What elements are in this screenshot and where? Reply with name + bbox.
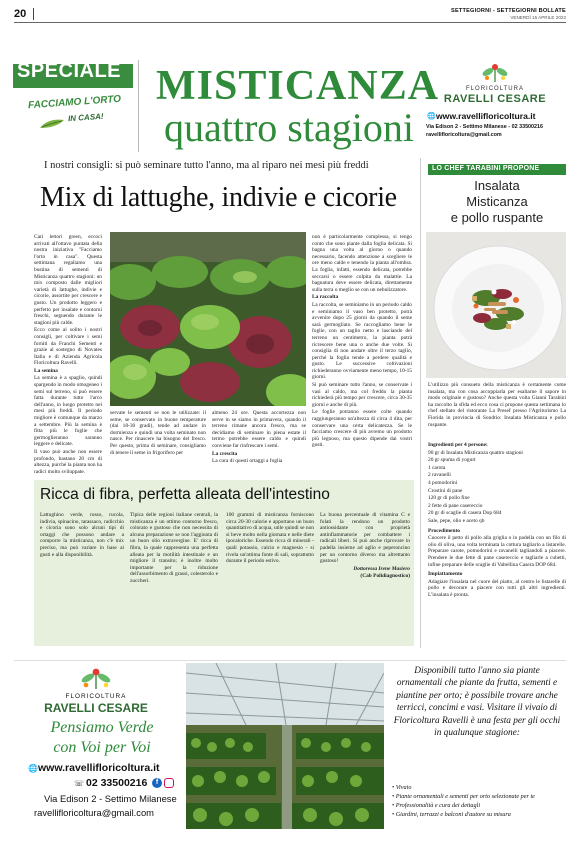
sidebar-title-line-2: Misticanza bbox=[466, 194, 528, 209]
phone-icon: ☏ bbox=[74, 779, 85, 788]
fiber-column-4: La buona percentuale di vitamina C e folati la rendono un prodotto antiossidante con proprietà antinfiammatorie per combattere i radicali liberi. Si può anche riprovare in padella insieme ad aglio e peperoncino per un contorno diverso ma altrettanto gustoso! Dottoressa Irene Masiero (Cab Polidiagnostico) bbox=[320, 512, 410, 580]
ingredient-item: 20 gr spuma di yogurt bbox=[428, 457, 476, 464]
ingredient-item: 4 pomodorini bbox=[428, 479, 458, 486]
top-ad[interactable] bbox=[424, 60, 566, 152]
top-ad-brand-small: FLORICOLTURA bbox=[466, 86, 524, 92]
bottom-ad-phone[interactable]: 02 33500216 bbox=[86, 777, 148, 789]
ingredients-heading: Ingredienti per 4 persone: bbox=[428, 442, 488, 448]
fiber-column-1: Lattughino verde, rosso, rucola, indivia, spinacino, tarassaco, radicchio e cicoria sono solo alcuni tipi di ortaggi che possono andare a comporre la misticanza, non c'è mix preciso, ma può variare in base ai gusti e alla disponibilità. bbox=[40, 512, 124, 558]
article-column-4: non è particolarmente complessa, si tengo conto che sono piante dalla foglia delicata. Si bagna una volta al giorno o quando necessario, facendo attenzione a scegliere le ore meno calde e tenendo la pianta all'ombra. La foglia, infatti, essendo delicata, potrebbe seccarsi o essere colpita da malattie. La bagnatura deve essere delicata, direttamente sulla terra o meglio se con un nebulizzatore. La raccolta La raccolta, se seminiamo in un periodo caldo e seminiamo il vaso ben protetto, potrà avvenire dopo 25 giorni da quando il seme sarà germogliato. Se raccogliamo bene le foglie, con un taglio netto e lasciando del terreno un centimetro, la pianta potrà ricrescere bene una o anche due volte. Si consiglia di non andare oltre il terzo taglio, perché la foglia tende a perdere qualità e gusto. Le successive coltivazioni richiederanno ovviamente meno tempo, 10-15 giorni. Si può seminare tutto l'anno, se conservate i vasi al caldo, ma col freddo la pianta richiederà più tempo per crescere, circa 30-35 giorni e anche di più. Le foglie potranno essere colte quando raggiungeranno un'altezza di circa 4 dita, per conservare una certa delicatezza. Se le facciamo crescere di più avremo un prodotto più legnoso, ma questo dipende dai vostri gusti. bbox=[312, 234, 412, 449]
issue-date: VENERDÌ 15 APRILE 2022 bbox=[510, 15, 566, 20]
ingredient-item: 2 ravanelli bbox=[428, 472, 451, 479]
dish-photo bbox=[426, 232, 566, 378]
headline-line-2: quattro stagioni bbox=[164, 105, 414, 150]
sidebar-recipe: Ingredienti per 4 persone: 90 gr di Insalata Misticanza quattro stagioni 20 gr spuma di yogurt 1 carota 2 ravanelli 4 pomodorini Crostini di pane 120 gr di pollo fine 2 fette di pane casereccio 20 gr di scaglie di casera Dop 684 Sale, pepe, olio e aceto qb Procedimento Cuocere il petto di pollo alla griglia o in padella con un filo di olio di oliva, una volta terminata la cottura tagliarlo a listarelle. Preparare carote, pomodorini e ravanelli tagliandoli a piacere. Prendere le due fette di pane casereccio e tagliarle a cubetti, infine preparare delle scaglie di Valtellina Casera DOP 684. Impiattamento Adagiare l'insalata nel cuore del piatto, al centro le listarelle di pollo e decorare a piacere con tutti gli altri ingredienti. L'insalata è pronta. bbox=[428, 442, 566, 598]
bullet-item: • Vivaio bbox=[392, 784, 412, 791]
subheading-crescita: La crescita bbox=[212, 450, 238, 457]
bottom-ad-bullets bbox=[392, 783, 564, 819]
page-number: 20 bbox=[14, 8, 27, 20]
subheading-semina: La semina bbox=[34, 367, 58, 374]
top-ad-brand-big: RAVELLI CESARE bbox=[443, 93, 547, 105]
instagram-icon[interactable] bbox=[164, 778, 174, 788]
floral-logo-icon bbox=[476, 62, 514, 84]
greenhouse-photo bbox=[186, 663, 384, 829]
bottom-ad-brand-big: RAVELLI CESARE bbox=[44, 701, 148, 715]
section-badge-label: SPECIALE bbox=[17, 60, 122, 82]
floral-logo-icon bbox=[74, 667, 118, 691]
article-column-3: almeno 24 ore. Questa accortezza non serve in se siamo in primavera, quando il terreno rimane ancora fresco, ma se decidiamo di seminare in piena estate il termo potrebbe essere caldo e quindi conviene far rinfrescare i semi. La crescita La cura di questi ortaggi a foglia bbox=[212, 410, 306, 465]
ingredient-item: 90 gr di Insalata Misticanza quattro stagioni bbox=[428, 449, 523, 456]
globe-icon: 🌐 bbox=[427, 112, 436, 120]
bottom-ad-slogan-1: Pensiamo Verde bbox=[50, 719, 154, 736]
doodle-subtitle: IN CASA! bbox=[67, 111, 104, 124]
bottom-ad[interactable] bbox=[14, 660, 566, 830]
globe-icon: 🌐 bbox=[28, 764, 38, 773]
ingredient-item: Sale, pepe, olio e aceto qb bbox=[428, 517, 485, 524]
article-column-2: servate le sementi se non le utilizzate: il seme, se conservato in buone temperature (dai 18-30 gradi), tende ad andare in dormienza e quindi una volta seminato non nasce. Per rinascere ha bisogno del fresco. Per questo, prima di seminare, consigliamo di tenere il seme in frigorifero per bbox=[110, 410, 206, 456]
bottom-ad-email[interactable]: ravellifloricoltura@gmail.com bbox=[34, 807, 154, 818]
fiber-column-3: 100 grammi di misticanza forniscono circa 20-30 calorie e apportano un buon quantitativo di acqua, utile quindi se non si beve molto nella giornata e nelle diete ipocaloriche. Essendo ricca di minerali - quali potassio, calcio e magnesio - si rivela un'ottima fonte di sali, soprattutto durante il periodo estivo. bbox=[226, 512, 314, 565]
sidebar-kicker: LO CHEF TARABINI PROPONE bbox=[432, 165, 540, 172]
ingredient-item: Crostini di pane bbox=[428, 487, 463, 494]
ingredient-item: 1 carota bbox=[428, 464, 446, 471]
headline-line-1: MISTICANZA bbox=[156, 63, 440, 109]
fiber-column-2: Tipica delle regioni italiane centrali, la misticanza è un ottimo contorno fresco, colorato e gustoso che non necessita di alcuna preparazione se non l'aggiunta di un buon olio extravergine. E' ricca di fibra, la quale rappresenta una perfetta alleata per la motilità intestinale e un migliore il transito; è inoltre molto importante per la riduzione dell'assorbimento di grassi, colesterolo e zuccheri. bbox=[130, 512, 218, 584]
bottom-ad-pitch: Disponibili tutto l'anno sia piante ornamentali che piante da frutta, sementi e piantine per orto; è possibile trovare anche terricci, concimi e vasi. Visitare il vivaio di Floricoltura Ravelli è una festa per gli occhi in qualunque stagione: bbox=[393, 666, 561, 739]
lettuce-photo bbox=[110, 232, 306, 406]
top-ad-email[interactable]: ravellifloricoltura@gmail.com bbox=[426, 132, 502, 138]
fiber-box-title: Ricca di fibra, perfetta alleata dell'intestino bbox=[40, 486, 330, 503]
bottom-ad-slogan-2: con Voi per Voi bbox=[53, 739, 151, 756]
bullet-item: • Piante ornamentali e sementi per orto selezionate per te bbox=[392, 793, 535, 800]
bullet-item: • Giardini, terrazzi e balconi d'autore su misura bbox=[392, 811, 511, 818]
plating-heading: Impiattamento bbox=[428, 571, 463, 578]
ingredient-item: 2 fette di pane casereccio bbox=[428, 502, 483, 509]
bottom-ad-brand-small: FLORICOLTURA bbox=[65, 693, 127, 700]
bullet-item: • Professionalità e cura dei dettagli bbox=[392, 802, 481, 809]
article-column-1: Cari lettori green, eccoci arrivati all'ottavo puntata della nostra iniziativa "Facciamo l'orto in casa". Questa settimana regaliamo una bustina di sementi di Misticanza quattro stagioni: un mix composto dalle migliori varietà di lattughe, indivie e cicorie, assortite per crescere e gusto. Un prodotto leggero e perfetto per insalate e contorni freschi, seguendo durante le stagioni più calde. Ecco come al solito i nostri consigli, per coltivare i semi forniti da Franchi Sementi e grazie al sostegno di Novates Italia e di Azienda Agricola Floricoltura Ravelli. La semina La semina è a spaglio, quindi spargendo in modo omogeneo i semi sul terreno, si può essere fatta durante tutto l'arco dell'anno, in luogo protetto nei mesi più freddi. Il periodo migliore è comunque da marzo a settembre. Più la semina è fitta più le foglie che germoglieranno saranno leggere e delicate. Il vaso può anche non essere profondo, bastano 20 cm di altezza, purché la pianta non ha radici molto sviluppate. bbox=[34, 234, 102, 474]
bottom-ad-address: Via Edison 2 - Settimo Milanese bbox=[44, 793, 177, 804]
procedure-heading: Procedimento bbox=[428, 527, 460, 534]
main-headline: Mix di lattughe, indivie e cicorie bbox=[40, 182, 397, 213]
sidebar-intro: L'utilizzo più consueto della misticanza è certamente come insalata, ma con cosa accoppiarla per esaltarne il sapore in modo originale e gustoso? Anche questa volta Gianni Tarabini ha raccolto la sfida ed ecco cosa ci propone questa settimana lo chef stellato del ristorante La Presef presso l'Agriturismo La Fiorida in provincia di Sondrio: Insalata Misticanza e pollo ruspante. bbox=[428, 382, 566, 428]
sidebar-title-line-1: Insalata bbox=[474, 178, 520, 193]
top-ad-website[interactable]: www.ravellifloricoltura.it bbox=[436, 111, 536, 121]
headline-kicker: I nostri consigli: si può seminare tutto l'anno, ma al riparo nei mesi più freddi bbox=[44, 160, 369, 171]
doodle-title: FACCIAMO L'ORTO bbox=[27, 93, 122, 112]
bottom-ad-website[interactable]: www.ravellifloricoltura.it bbox=[38, 762, 160, 774]
top-ad-address: Via Edison 2 - Settimo Milanese - 02 33500216 bbox=[426, 124, 544, 130]
ingredient-item: 20 gr di scaglie di casera Dop 684 bbox=[428, 510, 502, 517]
fiber-signature: Dottoressa Irene Masiero bbox=[353, 565, 410, 572]
ingredient-item: 120 gr di pollo fine bbox=[428, 495, 470, 502]
facebook-icon[interactable]: f bbox=[152, 778, 162, 788]
leaf-doodle-icon bbox=[38, 116, 68, 130]
publication-name: SETTEGIORNI - SETTEGIORNI BOLLATE bbox=[451, 8, 566, 14]
fiber-signature-affiliation: (Cab Polidiagnostico) bbox=[360, 573, 410, 580]
sidebar-title-line-3: e pollo ruspante bbox=[450, 210, 544, 225]
subheading-raccolta: La raccolta bbox=[312, 294, 339, 301]
